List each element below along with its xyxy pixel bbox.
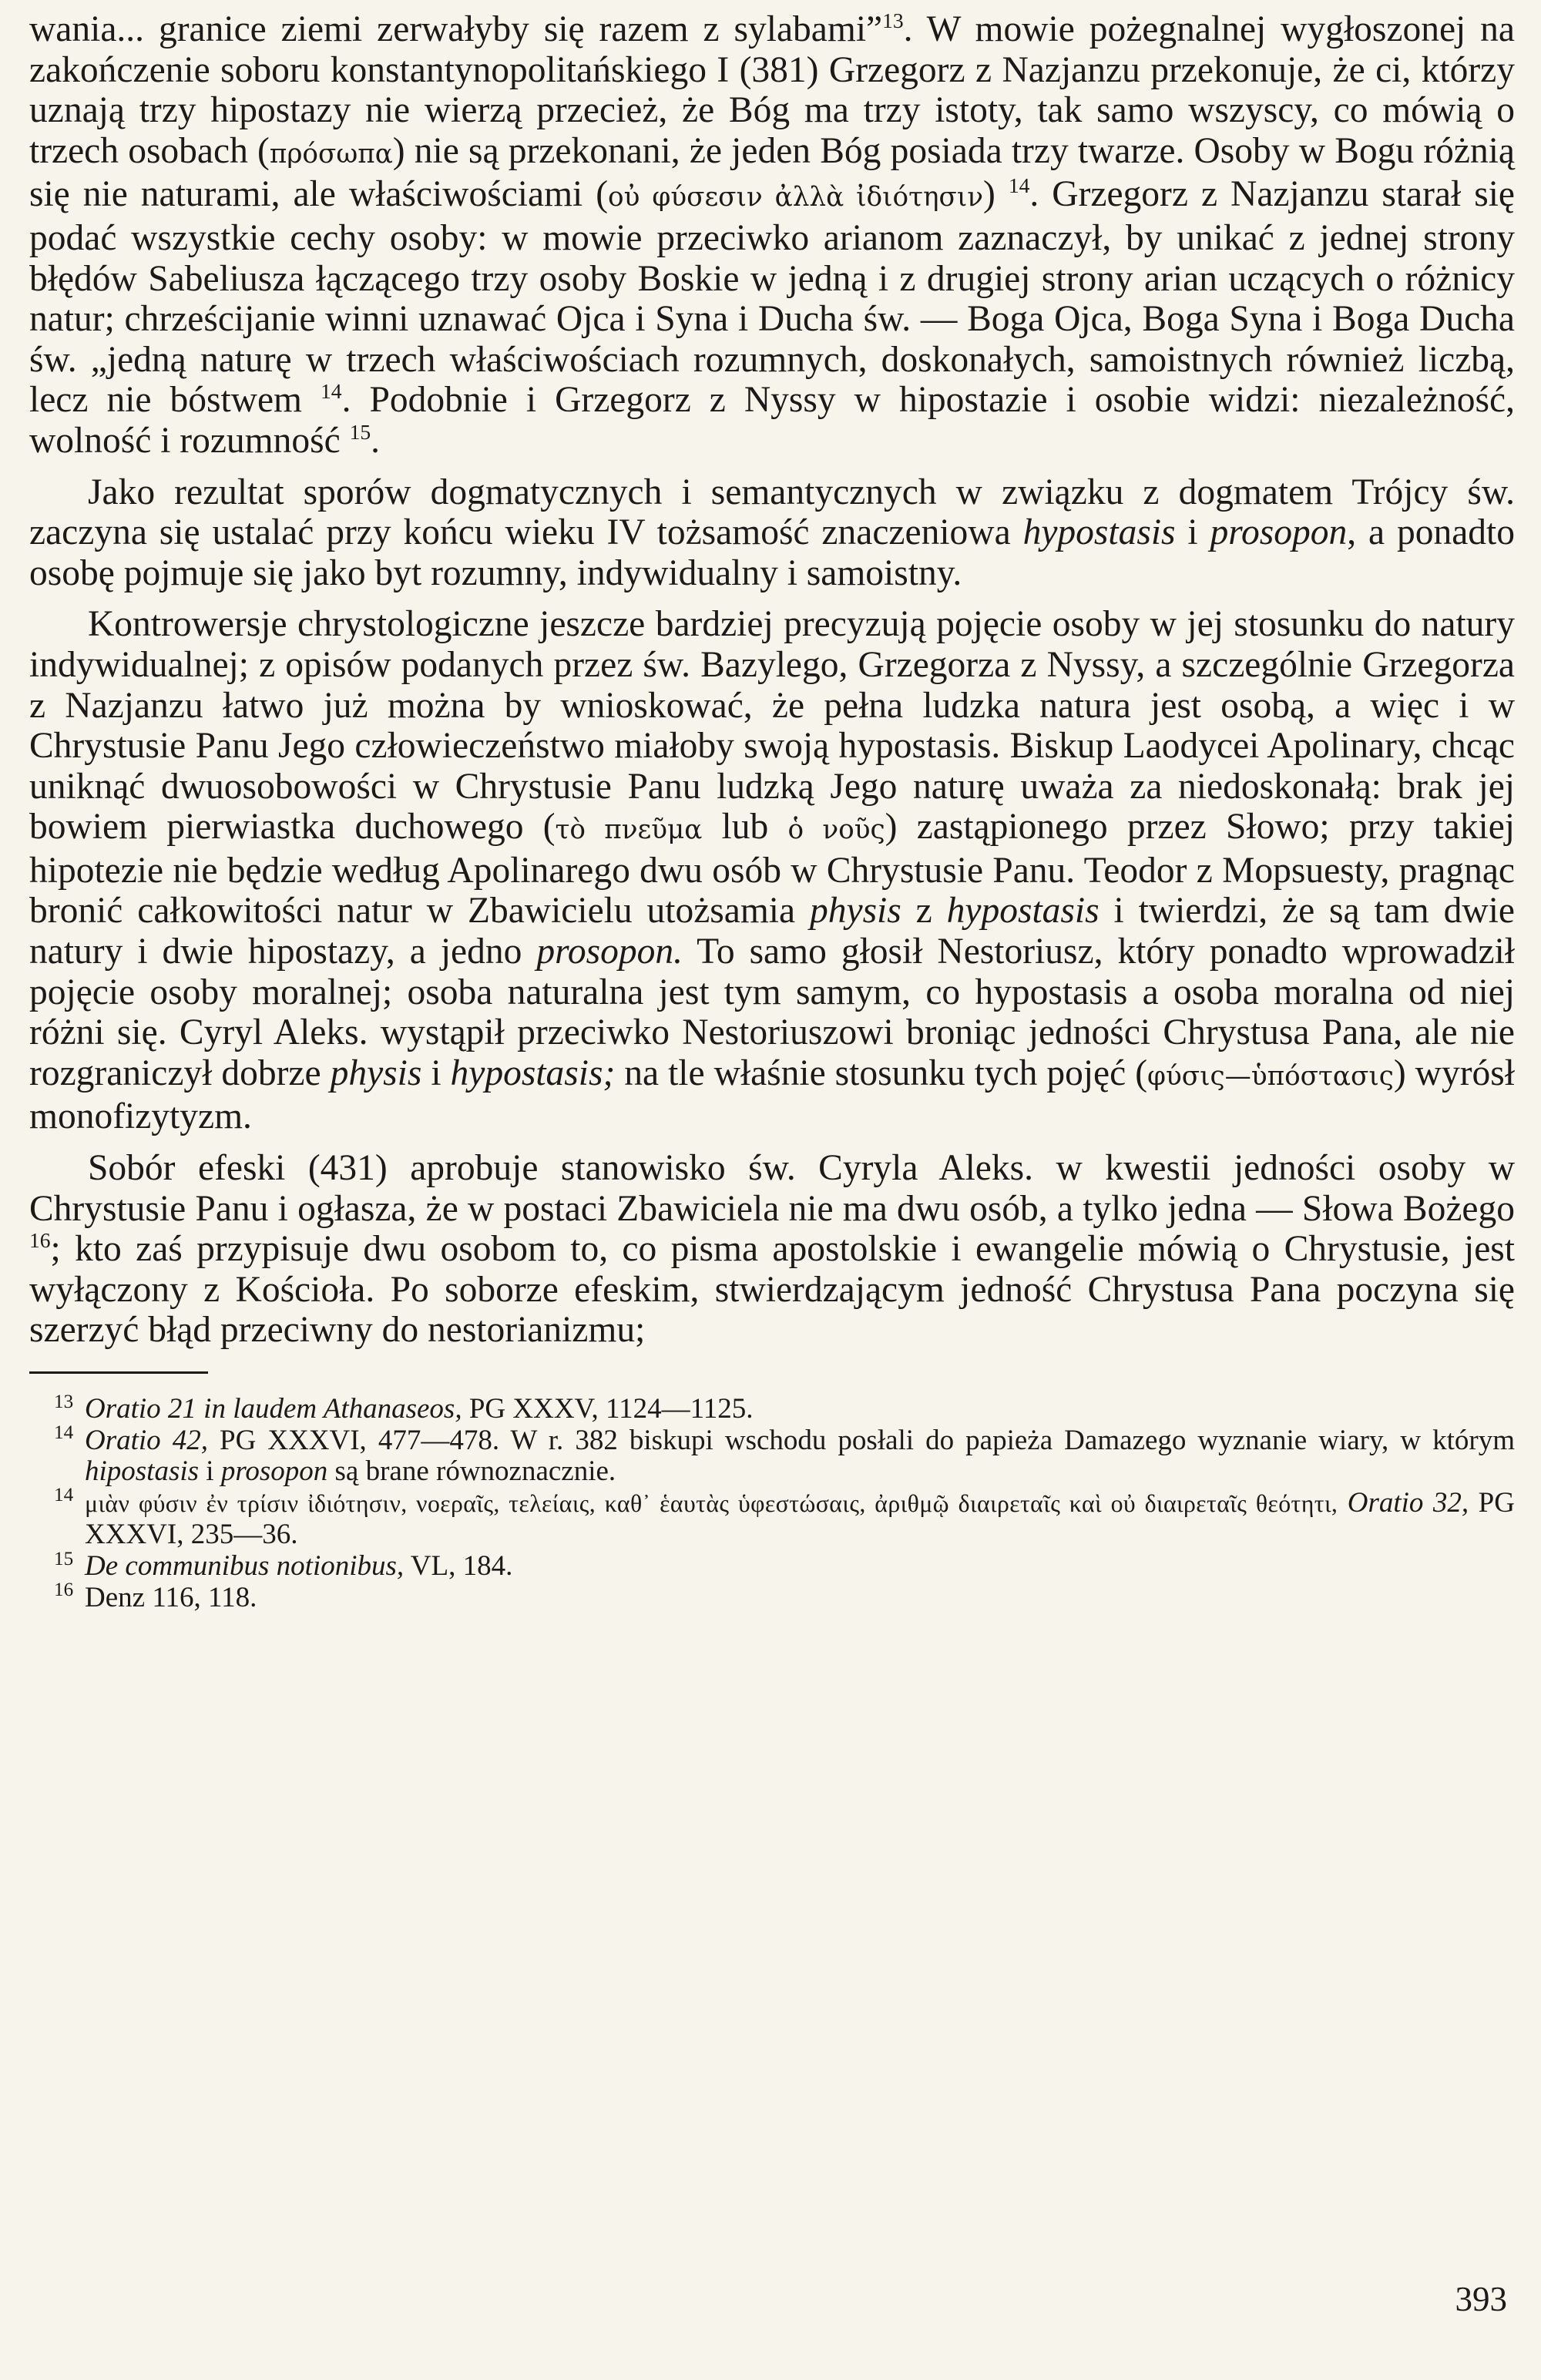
greek-term: πρόσωπα [269,138,393,170]
text-run: ; kto zaś przypisuje dwu osobom to, co pisma apostolskie i ewangelie mówią o Chrystusie, jest wyłączony z Kościoła. Po soborze efeskim, stwierdzającym jedność Chrystusa Pana poczyna się szerzyć błąd przeciwny do nestorianizmu; [29,1229,1515,1351]
paragraph-4 [29,1148,1515,1351]
footnote-title: De communibus notionibus, [85,1549,405,1582]
text-run: . Grzegorz z Nazjanzu starał się podać wszystkie cechy osoby: w mowie przeciwko arianom zaznaczył, by unikać z jednej strony błędów Sabeliusza łączącego trzy osoby Boskie w jedną i z drugiej strony arian uczących o różnicy natur; chrześcijanie winni uznawać Ojca i Syna i Ducha św. — Boga Ojca, Boga Syna i Boga Ducha św. „jedną naturę w trzech właściwościach rozumnych, doskonałych, samoistnych również liczbą, lecz nie bóstwem [29,174,1515,421]
footnote-ref: 15 [349,420,371,445]
footnote-ref: 16 [29,1228,51,1253]
page-number: 393 [1455,2280,1507,2318]
italic-term: prosopon [220,1455,328,1488]
text-run: , a ponadto osobę pojmuje się jako byt rozumny, indywidualny i samoistny. [29,512,1515,593]
text-run: . Podobnie i Grzegorz z Nyssy w hipostazie i osobie widzi: niezależność, wolność i rozumność [29,380,1515,461]
text-run: i [421,1052,451,1093]
text-run: ) nie są przekonani, że jeden Bóg posiada trzy twarze. Osoby w Bogu różnią się nie naturami, ale właściwościami ( [29,130,1516,215]
text-run: z [901,891,947,932]
footnote-text: VL, 184. [404,1549,513,1582]
footnote-14-greek: 14 μιὰν φύσιν ἐν τρίσιν ἰδιότησιν, νοεραῖς, τελείαις, καθ᾽ ἑαυτὰς ὑφεστώσαις, ἀριθμῷ διαιρεταῖς καὶ οὐ διαιρεταῖς θεότητι, Oratio 32, PG XXXVI, 235—36. [54,1485,1515,1551]
footnote-text: i [199,1455,221,1488]
footnote-14: 14 Oratio 42, PG XXXVI, 477—478. W r. 382 biskupi wschodu posłali do papieża Damazego wyznanie wiary, w którym hipostasis i prosopon są brane równoznacznie. [54,1422,1515,1488]
paragraph-1 [29,9,1515,462]
footnote-ref: 14 [1008,173,1030,198]
text-run: i [1175,512,1210,553]
text-run: . [371,420,380,461]
text-run: Jako rezultat sporów dogmatycznych i semantycznych w związku z dogmatem Trójcy św. zaczyna się ustalać przy końcu wieku IV tożsamość znaczeniowa [29,472,1515,553]
footnote-text: PG XXXV, 1124—1125. [462,1393,754,1425]
italic-term: hipostasis [85,1455,200,1488]
footnote-title: Oratio 42, [85,1424,208,1456]
text-run: ) wyrósł monofizytyzm. [29,1052,1515,1137]
paragraph-3 [29,604,1515,1137]
greek-quotation: μιὰν φύσιν ἐν τρίσιν ἰδιότησιν, νοεραῖς, τελείαις, καθ᾽ ἑαυτὰς ὑφεστώσαις, ἀριθμῷ διαιρεταῖς καὶ οὐ διαιρεταῖς θεότητι, [85,1489,1338,1517]
greek-term: τὸ πνεῦμα [555,814,703,846]
italic-term: physis [809,891,901,932]
footnote-text: Denz 116, 118. [85,1581,257,1613]
footnote-13: 13 Oratio 21 in laudem Athanaseos, PG XXXV, 1124—1125. [54,1391,754,1425]
footnote-text: są brane równoznacznie. [327,1455,616,1488]
footnote-text: PG XXXVI, 235—36. [85,1486,1515,1551]
text-run: To samo głosił Nestoriusz, który ponadto wprowadził pojęcie osoby moralnej; osoba naturalna jest tym samym, co hypostasis a osoba moralna od niej różni się. Cyryl Aleks. wystąpił przeciwko Nestoriuszowi broniąc jedności Chrystusa Pana, ale nie rozgraniczył dobrze [29,932,1515,1093]
footnote-16: 16 Denz 116, 118. [54,1579,257,1613]
page-content [29,9,1515,1613]
italic-term: physis [330,1052,422,1093]
footnote-title: Oratio 32, [1338,1486,1469,1519]
text-run: na tle właśnie stosunku tych pojęć ( [615,1052,1148,1093]
greek-term: οὐ φύσεσιν ἀλλὰ ἰδιότησιν [608,182,984,213]
footnote-ref: 14 [321,379,342,404]
text-run: i twierdzi, że są tam dwie natury i dwie hipostazy, a jedno [29,891,1515,972]
italic-term: hypostasis [946,891,1100,932]
text-run: . W mowie pożegnalnej wygłoszonej na zakończenie soboru konstantynopolitańskiego I (381) Grzegorz z Nazjanzu przekonuje, że ci, którzy uznają trzy hipostazy nie wierzą przecież, że Bóg ma trzy istoty, tak samo wszyscy, co mówią o trzech osobach ( [29,9,1516,171]
footnote-15: 15 De communibus notionibus, VL, 184. [54,1548,513,1582]
italic-term: prosopon [1210,512,1348,553]
text-run: ) [983,174,1009,215]
italic-term: hypostasis [1022,512,1176,553]
text-run: ) zastąpionego przez Słowo; przy takiej hipotezie nie będzie według Apolinarego dwu osób w Chrystusie Panu. Teodor z Mopsuesty, pragnąc bronić całkowitości natur w Zbawicielu utożsamia [29,807,1515,932]
text-run: Sobór efeski (431) aprobuje stanowisko św. Cyryla Aleks. w kwestii jedności osoby w Chrystusie Panu i ogłasza, że w postaci Zbawiciela nie ma dwu osób, a tylko jedna — Słowa Bożego [29,1148,1515,1229]
greek-term: ὁ νοῦς [787,814,885,846]
footnote-divider [29,1371,208,1374]
footnote-text: PG XXXVI, 477—478. W r. 382 biskupi wschodu posłali do papieża Damazego wyznanie wiary, w którym [207,1424,1515,1456]
footnote-ref: 13 [882,8,904,33]
text-run: Kontrowersje chrystologiczne jeszcze bardziej precyzują pojęcie osoby w jej stosunku do natury indywidualnej; z opisów podanych przez św. Bazylego, Grzegorza z Nyssy, a szczególnie Grzegorza z Nazjanzu łatwo już można by wnioskować, że pełna ludzka natura jest osobą, a więc i w Chrystusie Panu Jego człowieczeństwo miałoby swoją hypostasis. Biskup Laodycei Apolinary, chcąc uniknąć dwuosobowości w Chrystusie Panu ludzką Jego naturę uważa za niedoskonałą: brak jej bowiem pierwiastka duchowego ( [29,604,1515,848]
greek-term: φύσις—ὑπόστασις [1147,1060,1394,1092]
footnote-title: Oratio 21 in laudem Athanaseos, [85,1393,462,1425]
paragraph-2 [29,472,1515,594]
italic-term: prosopon. [536,932,683,972]
text-run: lub [702,807,788,848]
text-run: wania... granice ziemi zerwałyby się razem z sylabami” [29,9,883,49]
italic-term: hypostasis; [450,1052,616,1093]
